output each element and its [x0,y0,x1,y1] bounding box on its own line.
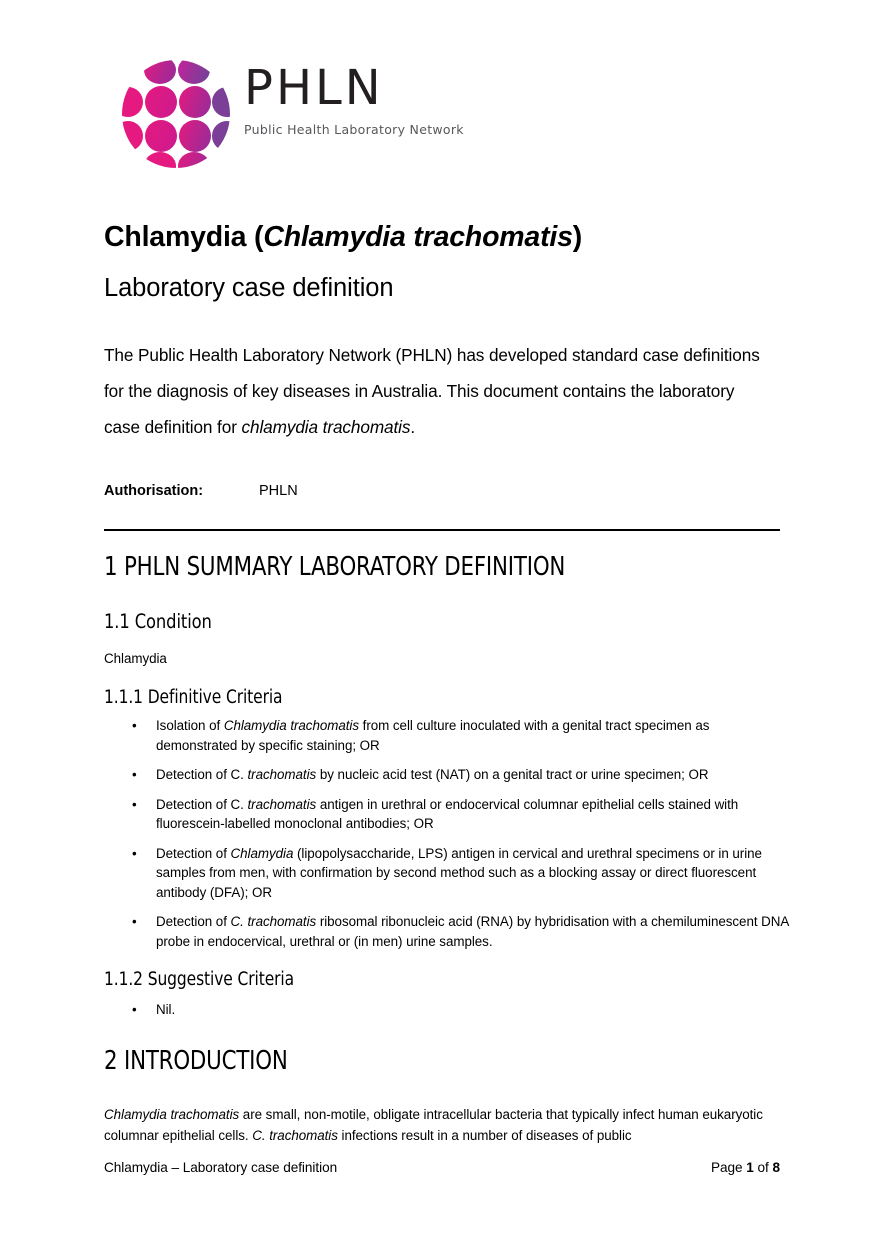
list-item-pre: Detection of C. [156,767,248,782]
authorisation-row [104,482,772,500]
heading-introduction: 2 INTRODUCTION [104,1046,288,1076]
heading-condition: 1.1 Condition [104,610,212,633]
bullet-icon: • [132,796,137,812]
list-item [104,716,792,755]
footer-page-number [711,1160,780,1175]
phln-tagline: Public Health Laboratory Network [244,122,464,137]
list-item [104,912,792,951]
introduction-italic-2: C. trachomatis [252,1127,338,1143]
list-item-pre: Isolation of [156,718,224,733]
list-item-italic: Chlamydia [230,845,294,861]
list-item [104,765,792,785]
suggestive-criteria-list [104,1000,792,1020]
list-item-italic: Chlamydia trachomatis [223,718,359,733]
page-title-species: Chlamydia trachomatis [263,221,573,254]
list-item-post: from cell culture inoculated with a genital tract specimen as demonstrated by specific staining; OR [156,718,710,753]
list-item [104,844,792,903]
list-item-pre: Detection of [156,914,231,929]
authorisation-value: PHLN [259,483,298,499]
footer-page-prefix: Page [710,1160,747,1175]
footer-current-page: 1 [746,1160,754,1175]
list-item-post: ribosomal ribonucleic acid (RNA) by hybridisation with a chemiluminescent DNA probe in endocervical, urethral or (in men) urine samples. [156,914,789,949]
bullet-icon: • [132,1002,137,1017]
page-title-prefix: Chlamydia ( [104,221,264,254]
phln-logo [120,58,464,170]
bullet-icon: • [132,767,137,782]
intro-text-part1: The Public Health Laboratory Network (PHLN) has developed standard case definitions for the diagnosis of key diseases in Australia. This document contains the laboratory case definition for [104,345,760,438]
heading-phln-summary: 1 PHLN SUMMARY LABORATORY DEFINITION [104,552,566,582]
bullet-icon: • [132,718,137,733]
phln-wordmark-block [244,60,464,137]
list-item-italic: C. trachomatis [230,914,317,929]
condition-value: Chlamydia [104,651,167,666]
page-subtitle: Laboratory case definition [104,274,394,303]
list-item-pre: Detection of C. [156,796,248,812]
list-item-pre: Detection of [156,845,231,861]
phln-sphere-logo-icon [120,58,232,170]
introduction-italic-1: Chlamydia trachomatis [104,1107,240,1123]
list-item-post: (lipopolysaccharide, LPS) antigen in cervical and urethral specimens or in urine samples from men, with confirmation by second method such as a blocking assay or direct fluorescent antibody (DFA); OR [156,845,762,900]
list-item-pre: Nil. [156,1002,176,1017]
list-item-post: by nucleic acid test (NAT) on a genital tract or urine specimen; OR [316,767,709,782]
intro-species-italic: chlamydia trachomatis [241,417,411,438]
phln-wordmark: PHLN [244,60,384,116]
introduction-part1: are small, non-motile, obligate intracellular bacteria that typically infect human eukaryotic columnar epithelial cells. [104,1107,763,1143]
heading-definitive-criteria: 1.1.1 Definitive Criteria [104,687,283,708]
page-title-suffix: ) [572,221,583,254]
bullet-icon: • [132,845,137,861]
page-title [104,221,804,255]
list-item [104,795,792,834]
header-divider [104,529,780,531]
definitive-criteria-list [104,716,792,951]
list-item-italic: trachomatis [247,796,317,812]
footer-page-middle: of [753,1160,773,1175]
page-footer [104,1160,780,1175]
footer-document-name: Chlamydia – Laboratory case definition [104,1160,338,1175]
intro-paragraph [104,337,772,445]
introduction-part2: infections result in a number of diseases of public [337,1127,632,1143]
list-item-post: antigen in urethral or endocervical columnar epithelial cells stained with fluorescein-labelled monoclonal antibodies; OR [156,796,739,831]
authorisation-label: Authorisation: [104,483,204,499]
bullet-icon: • [132,914,137,929]
list-item [104,1000,792,1020]
list-item-italic: trachomatis [247,767,317,782]
heading-suggestive-criteria: 1.1.2 Suggestive Criteria [104,969,295,990]
intro-text-part2: . [410,417,416,438]
footer-total-pages: 8 [772,1160,780,1175]
introduction-paragraph [104,1105,780,1146]
